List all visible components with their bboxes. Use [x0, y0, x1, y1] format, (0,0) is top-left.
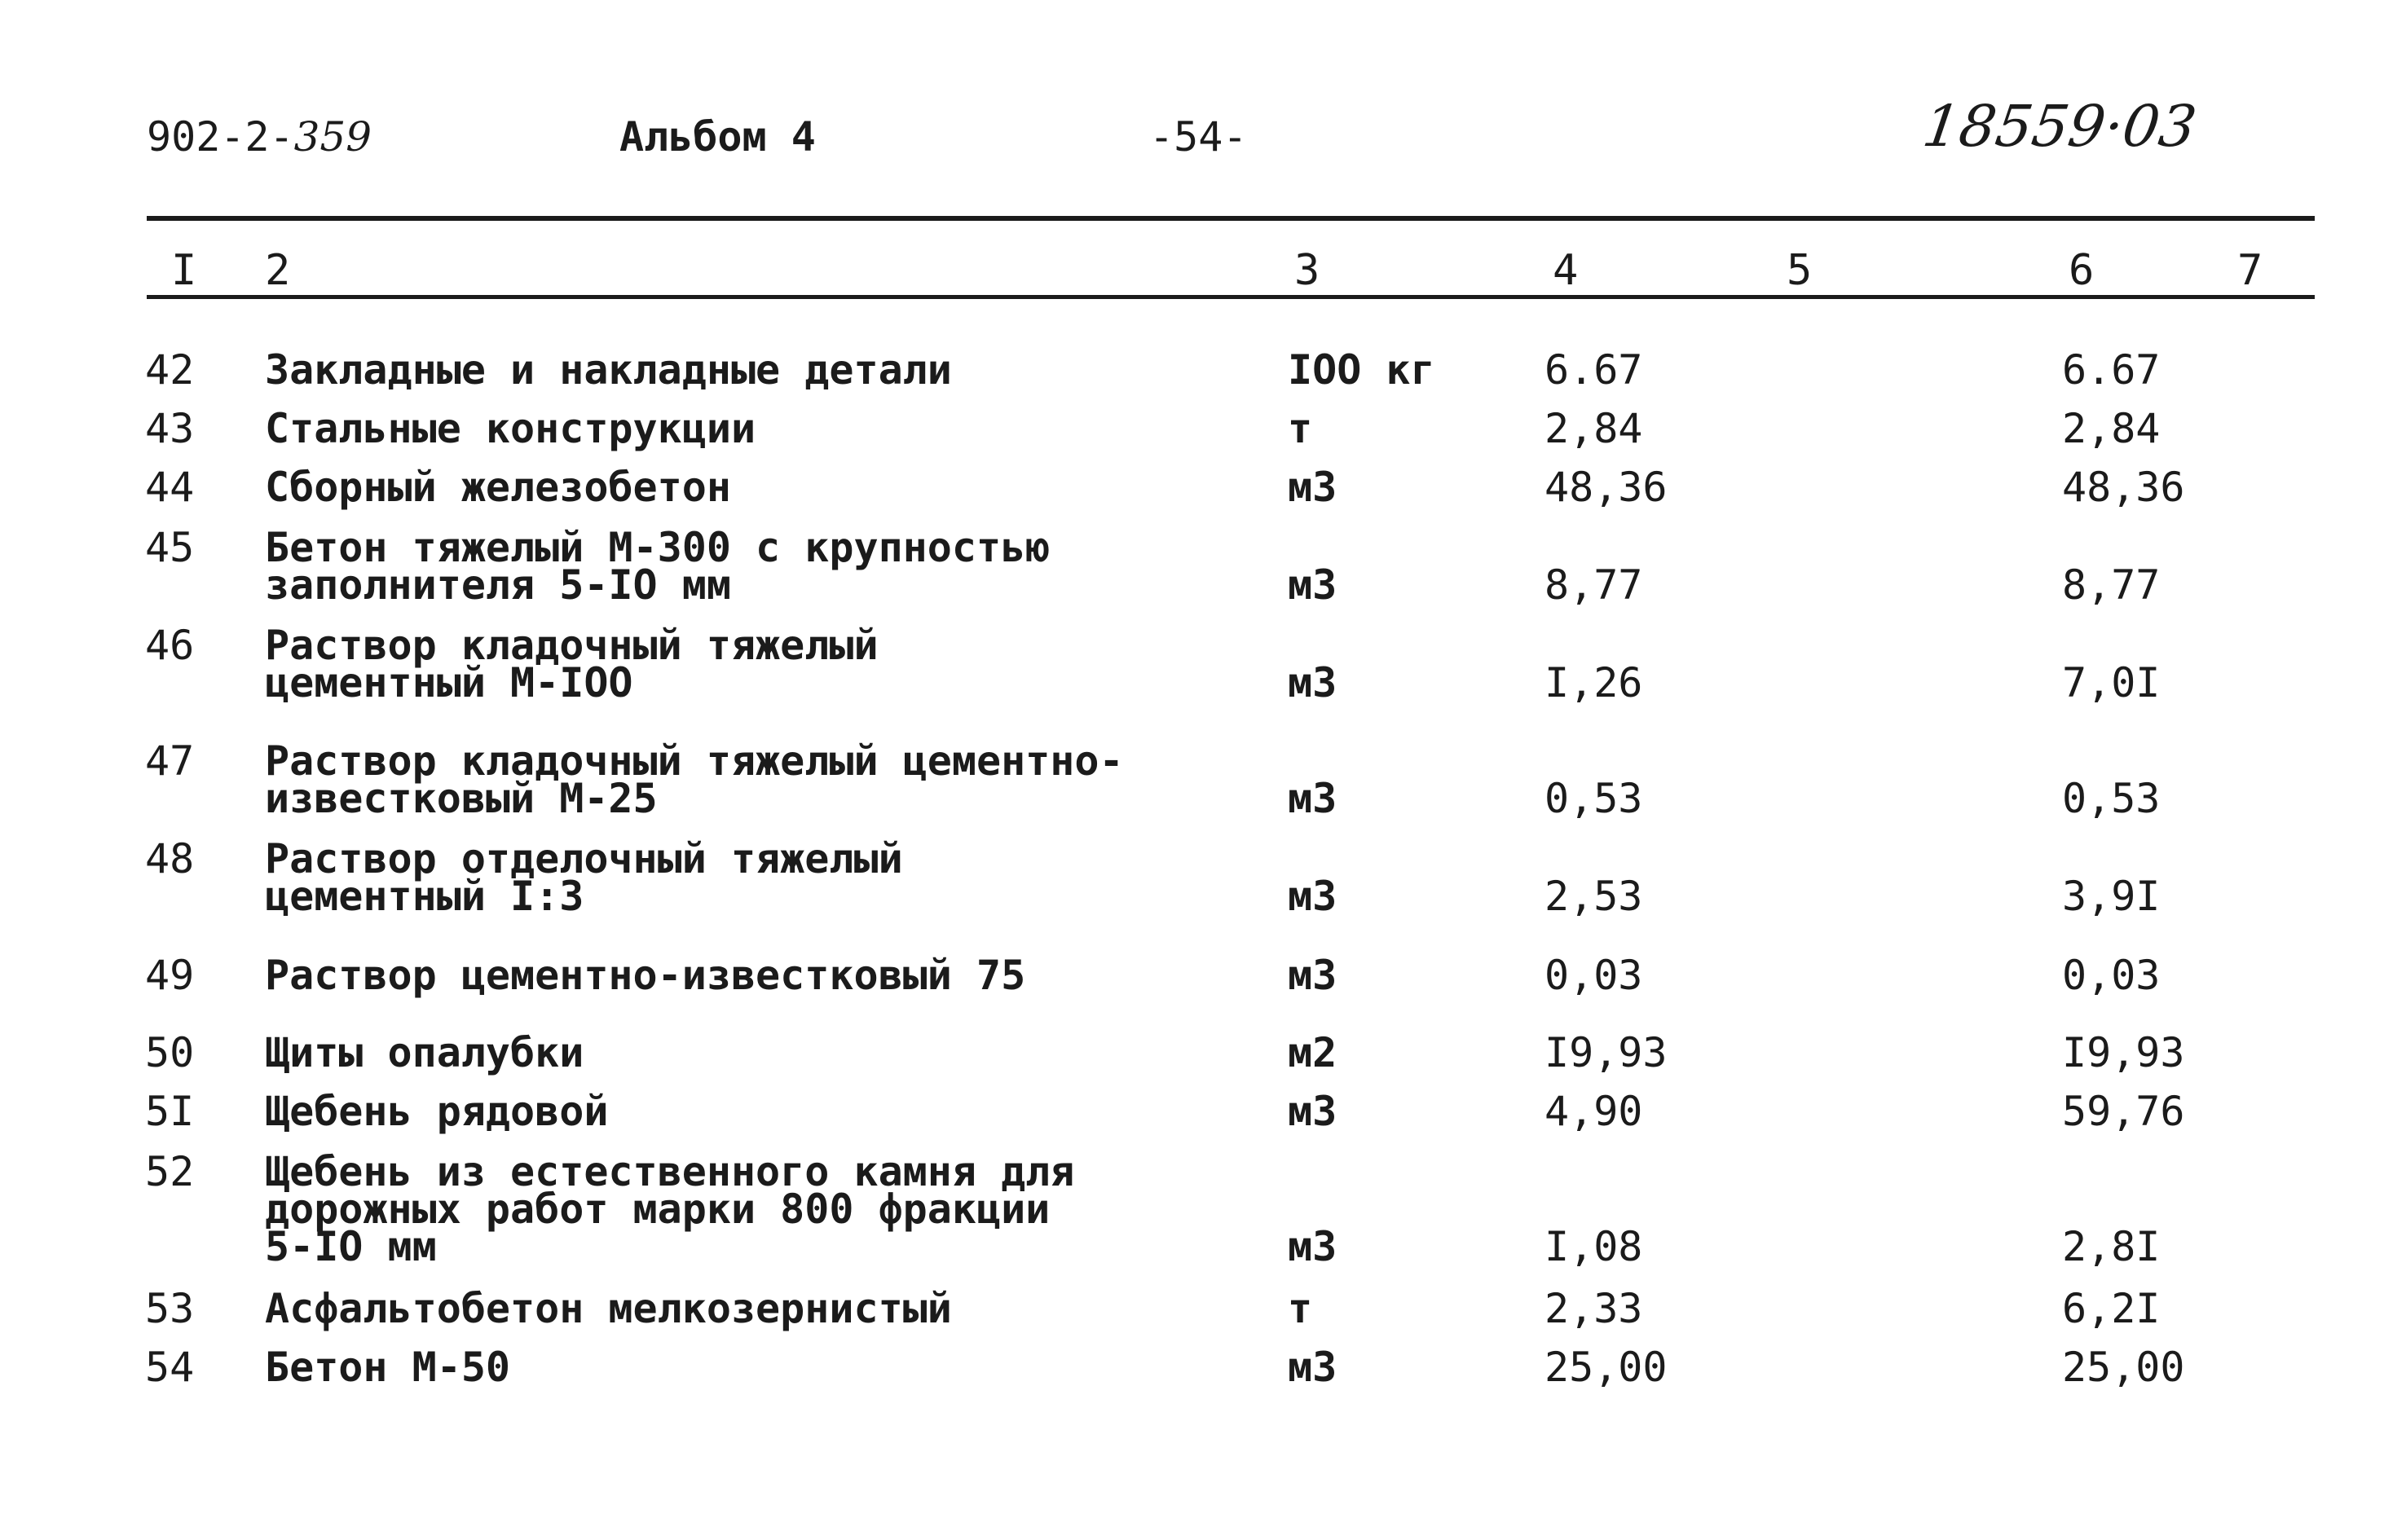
unit: м3 [1288, 561, 1337, 609]
item-name-line-2: известковый М-25 [265, 775, 658, 822]
item-name-line-2: дорожных работ марки 800 фракции [265, 1186, 1051, 1233]
column-6-value: 48,36 [2062, 464, 2185, 511]
unit: м3 [1288, 775, 1337, 822]
unit: м3 [1288, 659, 1337, 706]
unit: м3 [1288, 1088, 1337, 1135]
row-number: 42 [145, 346, 195, 394]
column-4-value: 48,36 [1545, 464, 1668, 511]
item-name: Щиты опалубки [265, 1029, 584, 1076]
item-name: Асфальтобетон мелкозернистый [265, 1285, 952, 1332]
item-name-line-1: Бетон тяжелый М-300 с крупностью [265, 524, 1051, 571]
column-4-value: I9,93 [1545, 1029, 1668, 1076]
column-6-value: 0,03 [2062, 952, 2161, 999]
column-6-value: 3,9I [2062, 873, 2161, 920]
page-number: -54- [1149, 113, 1248, 161]
column-6-value: 2,84 [2062, 405, 2161, 452]
row-number: 5I [145, 1088, 195, 1135]
row-number: 54 [145, 1344, 195, 1391]
item-name-line-1: Раствор кладочный тяжелый [265, 622, 879, 669]
column-6-value: 59,76 [2062, 1088, 2185, 1135]
code-handwritten: 359 [293, 113, 372, 161]
unit: м3 [1288, 1223, 1337, 1270]
column-4-value: 6.67 [1545, 346, 1643, 394]
row-number: 43 [145, 405, 195, 452]
item-name: Стальные конструкции [265, 405, 756, 452]
column-6-value: I9,93 [2062, 1029, 2185, 1076]
column-6-value: 8,77 [2062, 561, 2161, 609]
row-number: 49 [145, 952, 195, 999]
column-6-value: 2,8I [2062, 1223, 2161, 1270]
column-number-5: 5 [1787, 246, 1813, 295]
document-code [147, 112, 372, 161]
row-number: 47 [145, 737, 195, 785]
item-name: Раствор цементно-известковый 75 [265, 952, 1026, 999]
item-name-line-3: 5-IO мм [265, 1223, 437, 1270]
column-4-value: 2,53 [1545, 873, 1643, 920]
column-number-4: 4 [1553, 246, 1579, 295]
column-header-rule [147, 295, 2315, 299]
unit: т [1288, 1285, 1313, 1332]
column-6-value: 6.67 [2062, 346, 2161, 394]
item-name: Закладные и накладные детали [265, 346, 952, 394]
column-6-value: 7,0I [2062, 659, 2161, 706]
column-number-3: 3 [1294, 246, 1320, 295]
item-name-line-2: цементный I:3 [265, 873, 584, 920]
column-4-value: I,08 [1545, 1223, 1643, 1270]
unit: м3 [1288, 873, 1337, 920]
item-name-line-2: цементный М-IOO [265, 659, 633, 706]
column-4-value: 2,84 [1545, 405, 1643, 452]
column-4-value: 8,77 [1545, 561, 1643, 609]
column-6-value: 6,2I [2062, 1285, 2161, 1332]
column-number-7: 7 [2237, 246, 2263, 295]
unit: м3 [1288, 464, 1337, 511]
row-number: 50 [145, 1029, 195, 1076]
item-name-line-1: Раствор отделочный тяжелый [265, 835, 903, 882]
column-4-value: 4,90 [1545, 1088, 1643, 1135]
row-number: 48 [145, 835, 195, 882]
code-prefix: 902-2- [147, 113, 294, 161]
item-name-line-2: заполнителя 5-IO мм [265, 561, 731, 609]
column-4-value: 0,03 [1545, 952, 1643, 999]
column-6-value: 25,00 [2062, 1344, 2185, 1391]
column-number-1: I [171, 246, 197, 295]
unit: м3 [1288, 1344, 1337, 1391]
row-number: 53 [145, 1285, 195, 1332]
unit: IOO кг [1288, 346, 1435, 394]
column-4-value: 0,53 [1545, 775, 1643, 822]
handwritten-stamp: 18559·03 [1919, 93, 2201, 160]
column-6-value: 0,53 [2062, 775, 2161, 822]
column-number-2: 2 [265, 246, 291, 295]
item-name: Бетон М-50 [265, 1344, 511, 1391]
column-4-value: 25,00 [1545, 1344, 1668, 1391]
column-number-6: 6 [2069, 246, 2095, 295]
column-4-value: 2,33 [1545, 1285, 1643, 1332]
unit: м2 [1288, 1029, 1337, 1076]
header-rule [147, 216, 2315, 221]
row-number: 45 [145, 524, 195, 571]
row-number: 46 [145, 622, 195, 669]
unit: т [1288, 405, 1313, 452]
row-number: 44 [145, 464, 195, 511]
unit: м3 [1288, 952, 1337, 999]
album-label: Альбом 4 [619, 113, 816, 161]
item-name: Щебень рядовой [265, 1088, 609, 1135]
column-4-value: I,26 [1545, 659, 1643, 706]
row-number: 52 [145, 1148, 195, 1195]
item-name-line-1: Щебень из естественного камня для [265, 1148, 1075, 1195]
item-name: Сборный железобетон [265, 464, 731, 511]
item-name-line-1: Раствор кладочный тяжелый цементно- [265, 737, 1124, 785]
